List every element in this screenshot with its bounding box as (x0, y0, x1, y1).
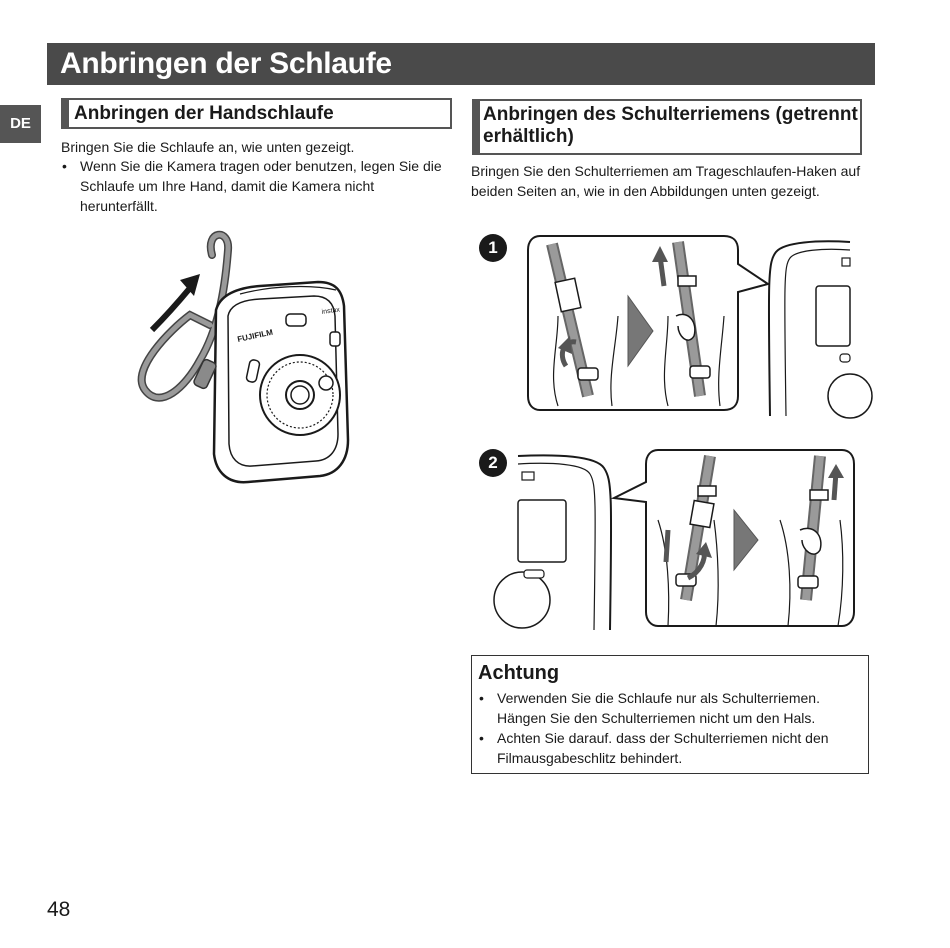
handstrap-heading-text: Anbringen der Handschlaufe (74, 103, 334, 124)
caution-item: • Achten Sie darauf. dass der Schulterriemen nicht den Filmausgabeschlitz behindert. (478, 728, 862, 768)
page-title: Anbringen der Schlaufe (47, 43, 875, 85)
camera-handstrap-illustration (130, 230, 360, 492)
camera-model-label: instax (321, 306, 341, 316)
shoulderstrap-heading (472, 99, 862, 155)
step-1-illustration (528, 236, 850, 420)
shoulderstrap-intro: Bringen Sie den Schulterriemen am Trageschlaufen-Haken auf beiden Seiten an, wie in den Abbildungen unten gezeigt. (471, 163, 861, 199)
step-2-illustration (518, 450, 854, 630)
step-1-number: 1 (479, 234, 507, 262)
handstrap-bullet-list (61, 156, 451, 216)
caution-box (471, 655, 869, 774)
handstrap-intro: Bringen Sie die Schlaufe an, wie unten gezeigt. (61, 139, 355, 155)
caution-item: • Verwenden Sie die Schlaufe nur als Schulterriemen. Hängen Sie den Schulterriemen nicht um den Hals. (478, 688, 862, 728)
page-number: 48 (47, 898, 71, 921)
shoulderstrap-heading-text: Anbringen des Schulterriemens (getrennt erhältlich) (483, 104, 858, 147)
language-tab: DE (0, 105, 41, 143)
step-2-number: 2 (479, 449, 507, 477)
caution-list (478, 688, 862, 768)
caution-title: Achtung (478, 662, 560, 684)
camera-brand-label: FUJIFILM (236, 327, 274, 344)
handstrap-heading (61, 98, 452, 129)
handstrap-bullet: • Wenn Sie die Kamera tragen oder benutzen, legen Sie die Schlaufe um Ihre Hand, damit die Kamera nicht herunterfällt. (61, 156, 451, 216)
